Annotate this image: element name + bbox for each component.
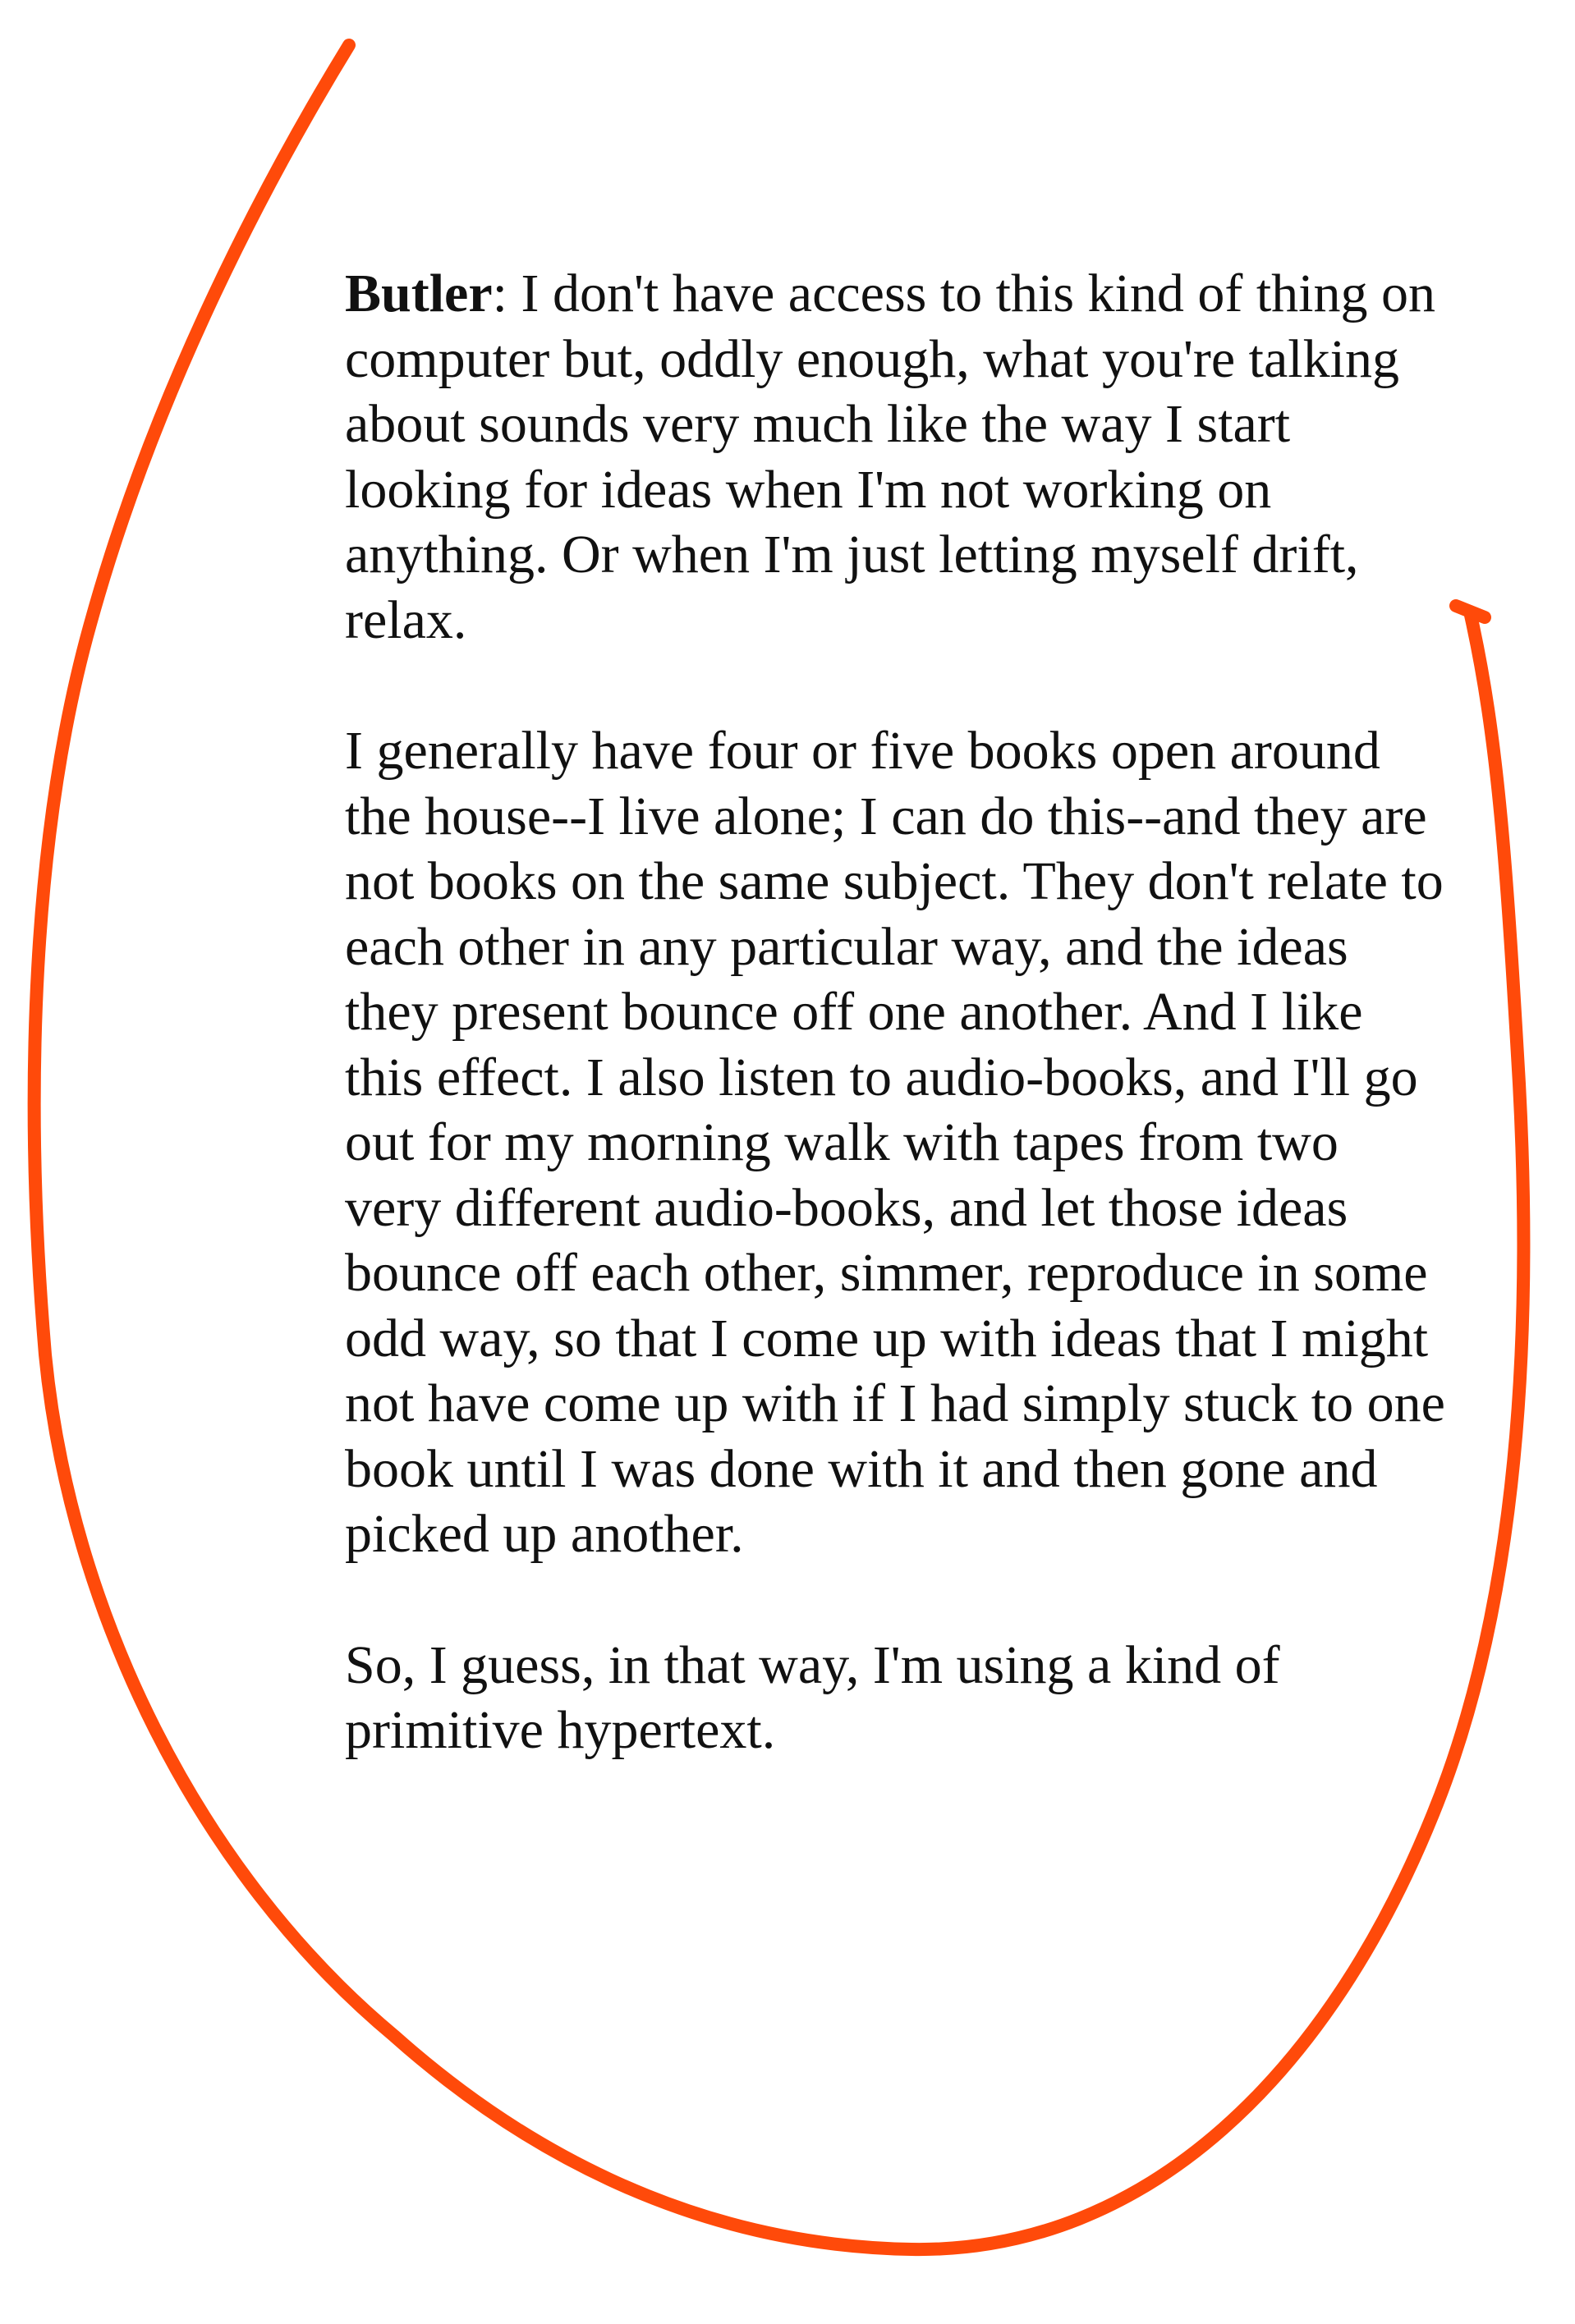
- quote-paragraph-1: [345, 261, 1445, 653]
- quote-paragraph-2: I generally have four or five books open around the house--I live alone; I can do this--and they are not books on the same subject. They don't relate to each other in any particular way, and the ideas they present bounce off one another. And I like this effect. I also listen to audio-books, and I'll go out for my morning walk with tapes from two very different audio-books, and let those ideas bounce off each other, simmer, reproduce in some odd way, so that I come up with ideas that I might not have come up with if I had simply stuck to one book until I was done with it and then gone and picked up another.: [345, 721, 1445, 1564]
- quote-paragraph-3: So, I guess, in that way, I'm using a kind of primitive hypertext.: [345, 1634, 1280, 1760]
- loop-stroke-end: [1456, 606, 1485, 617]
- speaker-separator: :: [492, 264, 507, 323]
- speaker-name: Butler: [345, 264, 493, 323]
- quote-paragraph-1-text: I don't have access to this kind of thing on computer but, oddly enough, what you're talking about sounds very much like the way I start looking for ideas when I'm not working on anything. Or when I'm just letting myself drift, relax.: [345, 264, 1436, 650]
- interview-quote: [345, 261, 1445, 1829]
